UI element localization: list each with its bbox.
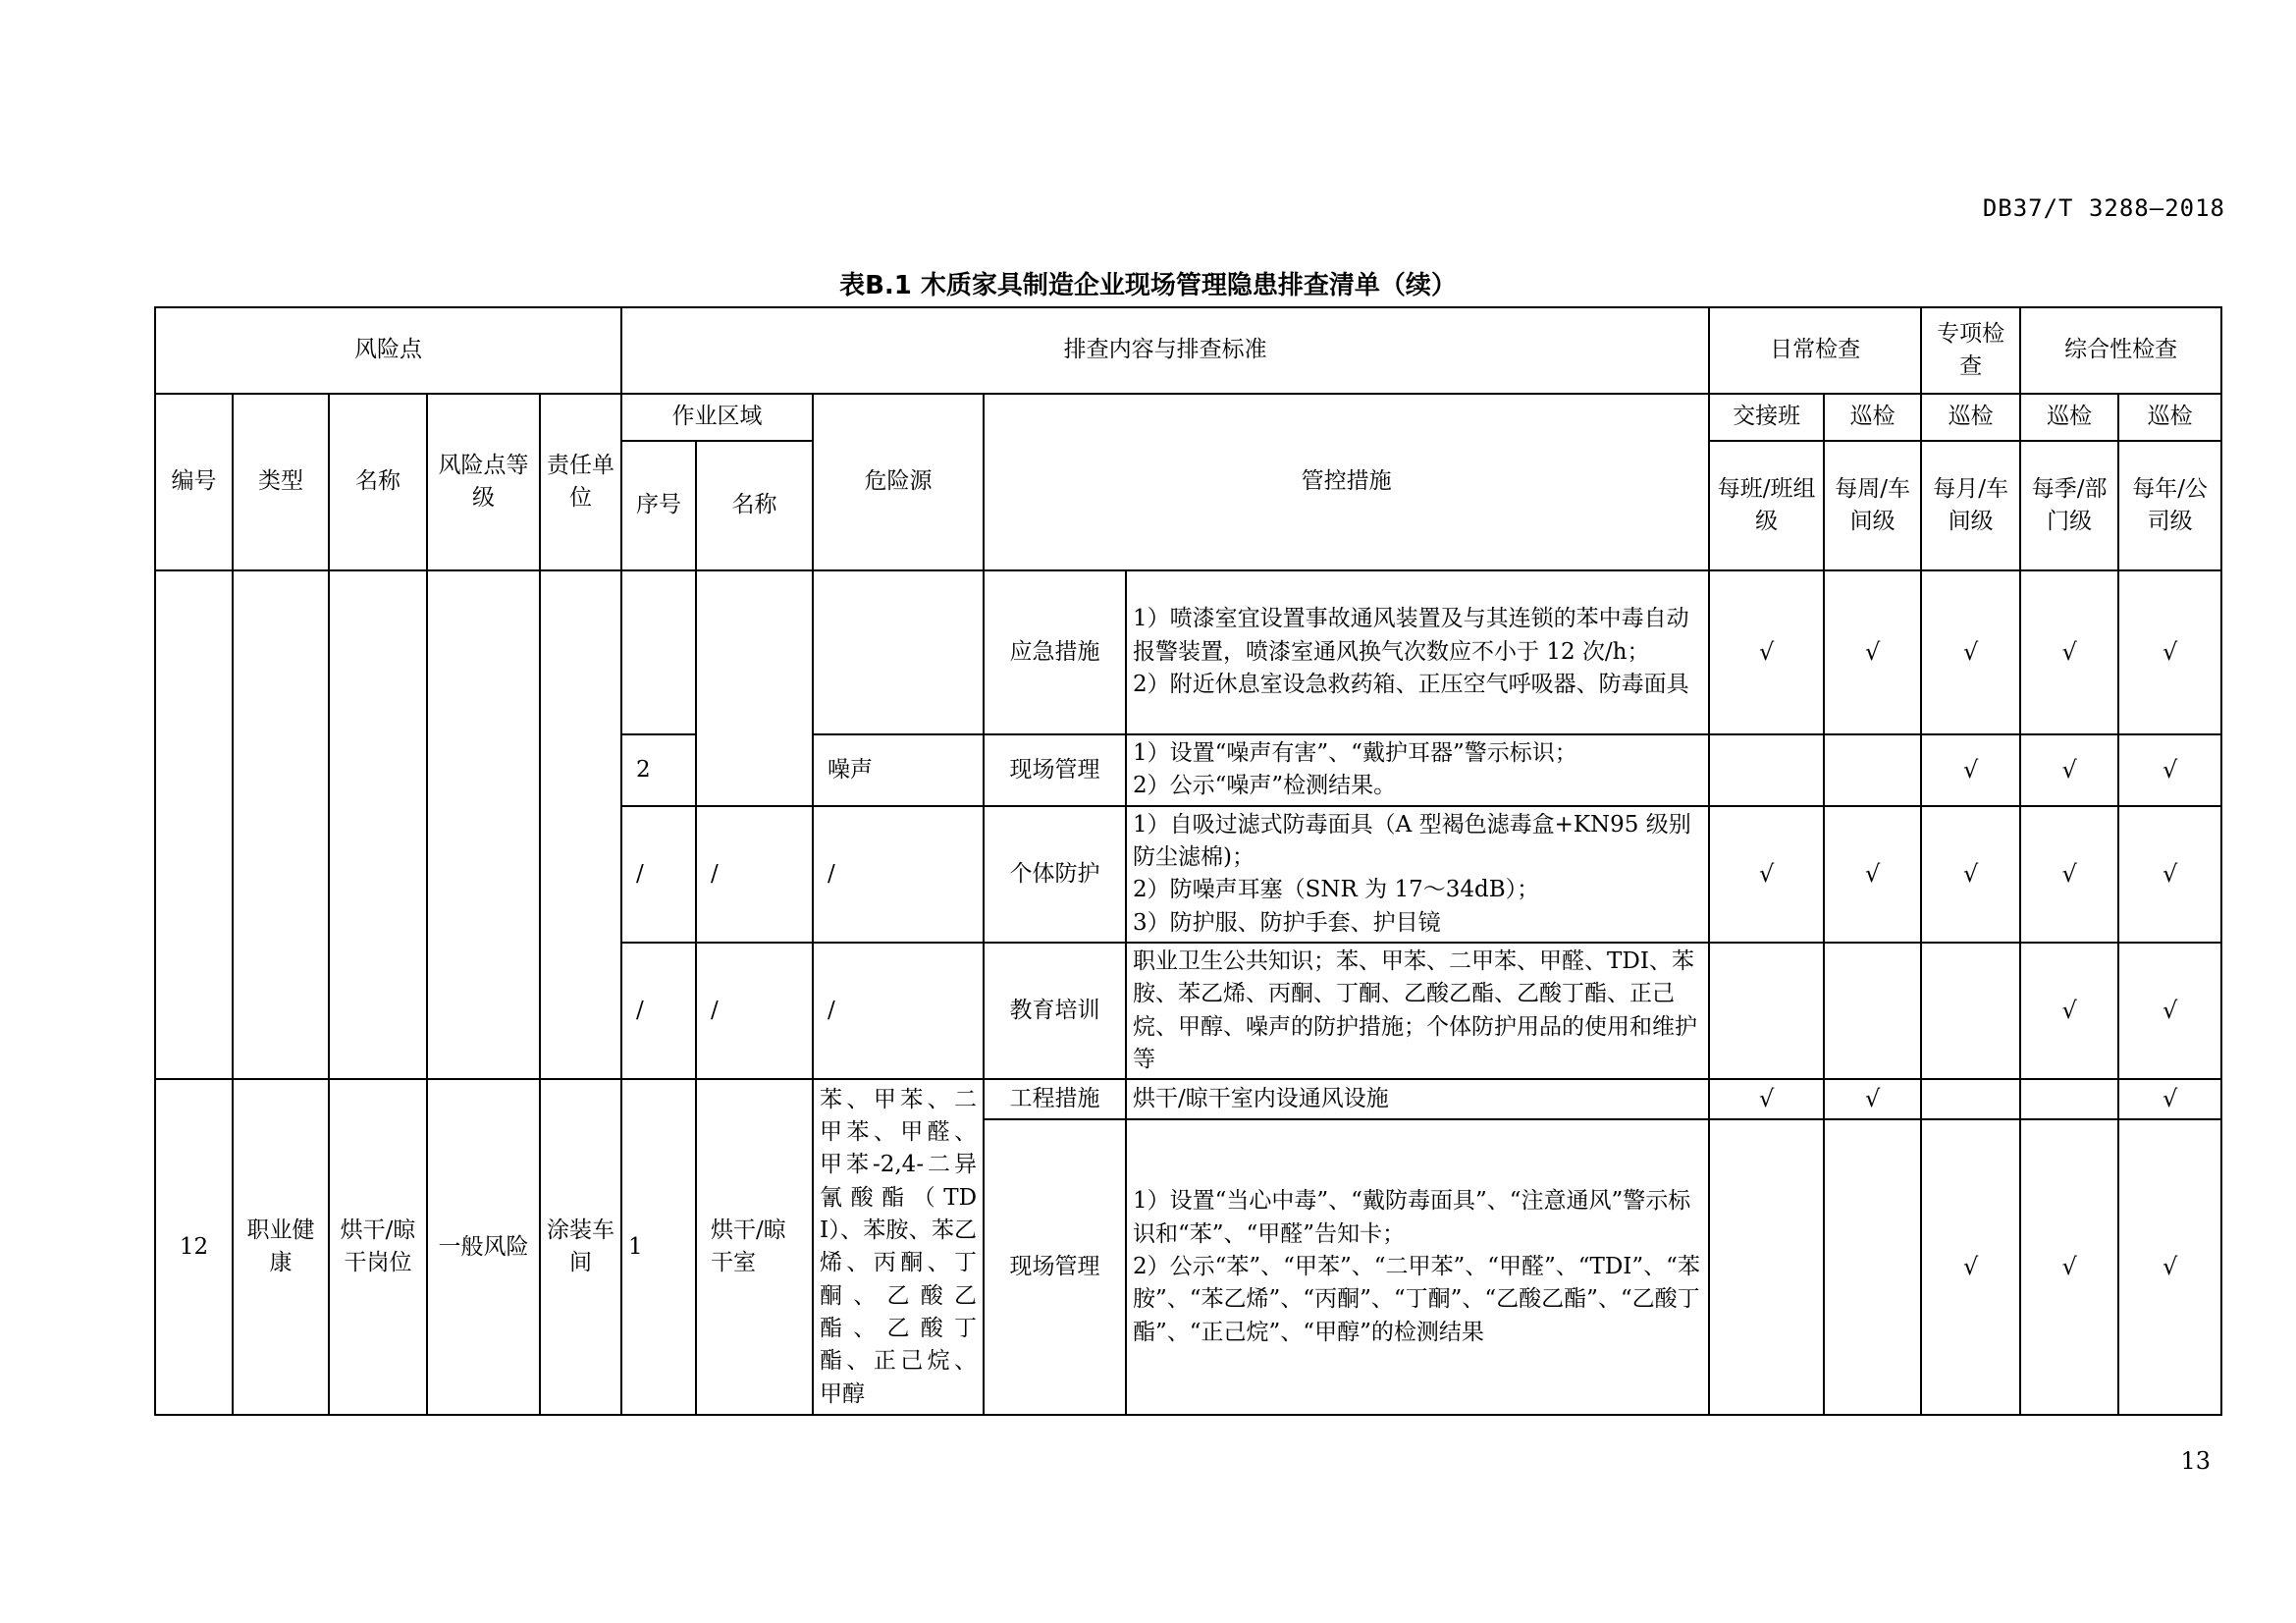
check-mark: √ xyxy=(2118,1079,2221,1119)
check-mark: √ xyxy=(2118,570,2221,734)
sequence-cell: / xyxy=(621,806,696,943)
measure-category: 应急措施 xyxy=(984,570,1126,734)
check-mark: √ xyxy=(1921,1119,2020,1415)
check-mark: √ xyxy=(1709,570,1824,734)
check-mark: √ xyxy=(2118,806,2221,943)
check-mark: √ xyxy=(2020,943,2118,1079)
check-mark xyxy=(2020,1079,2118,1119)
check-mark: √ xyxy=(2020,734,2118,806)
responsible-unit-header: 责任单位 xyxy=(540,394,621,570)
hazard-checklist-table xyxy=(154,306,2222,1416)
control-measures-header: 管控措施 xyxy=(984,394,1709,570)
frequency-header: 每班/班组级 xyxy=(1709,441,1824,570)
patrol-header: 巡检 xyxy=(1824,394,1921,441)
check-mark: √ xyxy=(1709,1079,1824,1119)
patrol-header: 巡检 xyxy=(2118,394,2221,441)
risk-level-header: 风险点等级 xyxy=(427,394,540,570)
frequency-header: 每周/车间级 xyxy=(1824,441,1921,570)
measure-category: 教育培训 xyxy=(984,943,1126,1079)
hazard-cell: / xyxy=(813,806,984,943)
measure-text: 烘干/晾干室内设通风设施 xyxy=(1126,1079,1709,1119)
empty-cell xyxy=(540,570,621,1079)
hazard-cell: / xyxy=(813,943,984,1079)
area-name-cell: 烘干/晾干室 xyxy=(696,1079,813,1415)
empty-cell xyxy=(155,570,233,1079)
empty-cell xyxy=(813,570,984,734)
check-mark xyxy=(1921,943,2020,1079)
measure-text: 1）设置“噪声有害”、“戴护耳器”警示标识； 2）公示“噪声”检测结果。 xyxy=(1126,734,1709,806)
daily-check-header: 日常检查 xyxy=(1709,307,1921,394)
check-mark: √ xyxy=(1824,570,1921,734)
check-mark xyxy=(1709,734,1824,806)
hazard-cell: 苯、甲苯、二甲苯、甲醛、甲苯-2,4-二异氰酸酯（TDI）、苯胺、苯乙烯、丙酮、丁酮、乙酸乙酯、乙酸丁酯、正己烷、甲醇 xyxy=(813,1079,984,1415)
empty-cell xyxy=(233,570,329,1079)
work-area-header: 作业区域 xyxy=(621,394,813,441)
patrol-header: 巡检 xyxy=(2020,394,2118,441)
measure-text: 1）自吸过滤式防毒面具（A 型褐色滤毒盒+KN95 级别防尘滤棉)； 2）防噪声耳塞（SNR 为 17～34dB）； 3）防护服、防护手套、护目镜 xyxy=(1126,806,1709,943)
page-number: 13 xyxy=(2180,1447,2211,1475)
check-content-header: 排查内容与排查标准 xyxy=(621,307,1709,394)
table-title: 表B.1 木质家具制造企业现场管理隐患排查清单（续） xyxy=(839,271,1457,300)
sequence-header: 序号 xyxy=(621,441,696,570)
check-mark xyxy=(1709,1119,1824,1415)
handover-header: 交接班 xyxy=(1709,394,1824,441)
check-mark: √ xyxy=(1921,806,2020,943)
empty-cell xyxy=(696,570,813,806)
measure-category: 个体防护 xyxy=(984,806,1126,943)
sequence-cell: / xyxy=(621,943,696,1079)
sequence-cell: 2 xyxy=(621,734,696,806)
header-row-2 xyxy=(155,394,2221,441)
risk-name-cell: 烘干/晾干岗位 xyxy=(329,1079,427,1415)
patrol-header: 巡检 xyxy=(1921,394,2020,441)
standard-code: DB37/T 3288—2018 xyxy=(1982,194,2225,222)
measure-text: 1）喷漆室宜设置事故通风装置及与其连锁的苯中毒自动报警装置，喷漆室通风换气次数应不小于 12 次/h； 2）附近休息室设急救药箱、正压空气呼吸器、防毒面具 xyxy=(1126,570,1709,734)
measure-text: 1）设置“当心中毒”、“戴防毒面具”、“注意通风”警示标识和“苯”、“甲醛”告知卡； 2）公示“苯”、“甲苯”、“二甲苯”、“甲醛”、“TDI”、“苯胺”、“苯乙烯”、“丙酮”、“丁酮”、“乙酸乙酯”、“乙酸丁酯”、“正己烷”、“甲醇”的检测结果 xyxy=(1126,1119,1709,1415)
check-mark: √ xyxy=(2118,734,2221,806)
table-row xyxy=(155,570,2221,734)
area-name-cell: / xyxy=(696,806,813,943)
check-mark xyxy=(1824,734,1921,806)
empty-cell xyxy=(621,570,696,734)
responsible-unit-cell: 涂装车间 xyxy=(540,1079,621,1415)
frequency-header: 每季/部门级 xyxy=(2020,441,2118,570)
risk-point-header: 风险点 xyxy=(155,307,621,394)
area-name-cell: / xyxy=(696,943,813,1079)
check-mark: √ xyxy=(2020,570,2118,734)
area-name-header: 名称 xyxy=(696,441,813,570)
check-mark xyxy=(1824,1119,1921,1415)
check-mark: √ xyxy=(2020,1119,2118,1415)
check-mark xyxy=(1709,943,1824,1079)
risk-type-cell: 职业健康 xyxy=(233,1079,329,1415)
check-mark xyxy=(1824,943,1921,1079)
empty-cell xyxy=(427,570,540,1079)
check-mark: √ xyxy=(1921,734,2020,806)
measure-category: 现场管理 xyxy=(984,1119,1126,1415)
check-mark xyxy=(1921,1079,2020,1119)
sequence-cell: 1 xyxy=(621,1079,696,1415)
check-mark: √ xyxy=(2118,943,2221,1079)
frequency-header: 每年/公司级 xyxy=(2118,441,2221,570)
measure-category: 现场管理 xyxy=(984,734,1126,806)
measure-text: 职业卫生公共知识；苯、甲苯、二甲苯、甲醛、TDI、苯胺、苯乙烯、丙酮、丁酮、乙酸乙酯、乙酸丁酯、正己烷、甲醇、噪声的防护措施；个体防护用品的使用和维护等 xyxy=(1126,943,1709,1079)
hazard-header: 危险源 xyxy=(813,394,984,570)
check-mark: √ xyxy=(1709,806,1824,943)
name-header: 名称 xyxy=(329,394,427,570)
risk-level-cell: 一般风险 xyxy=(427,1079,540,1415)
header-row-1 xyxy=(155,307,2221,394)
measure-category: 工程措施 xyxy=(984,1079,1126,1119)
no-header: 编号 xyxy=(155,394,233,570)
empty-cell xyxy=(329,570,427,1079)
special-check-header: 专项检查 xyxy=(1921,307,2020,394)
frequency-header: 每月/车间级 xyxy=(1921,441,2020,570)
risk-number-cell: 12 xyxy=(155,1079,233,1415)
table-row xyxy=(155,1079,2221,1119)
hazard-cell: 噪声 xyxy=(813,734,984,806)
check-mark: √ xyxy=(1921,570,2020,734)
type-header: 类型 xyxy=(233,394,329,570)
check-mark: √ xyxy=(1824,1079,1921,1119)
check-mark: √ xyxy=(2020,806,2118,943)
check-mark: √ xyxy=(2118,1119,2221,1415)
comprehensive-check-header: 综合性检查 xyxy=(2020,307,2221,394)
check-mark: √ xyxy=(1824,806,1921,943)
